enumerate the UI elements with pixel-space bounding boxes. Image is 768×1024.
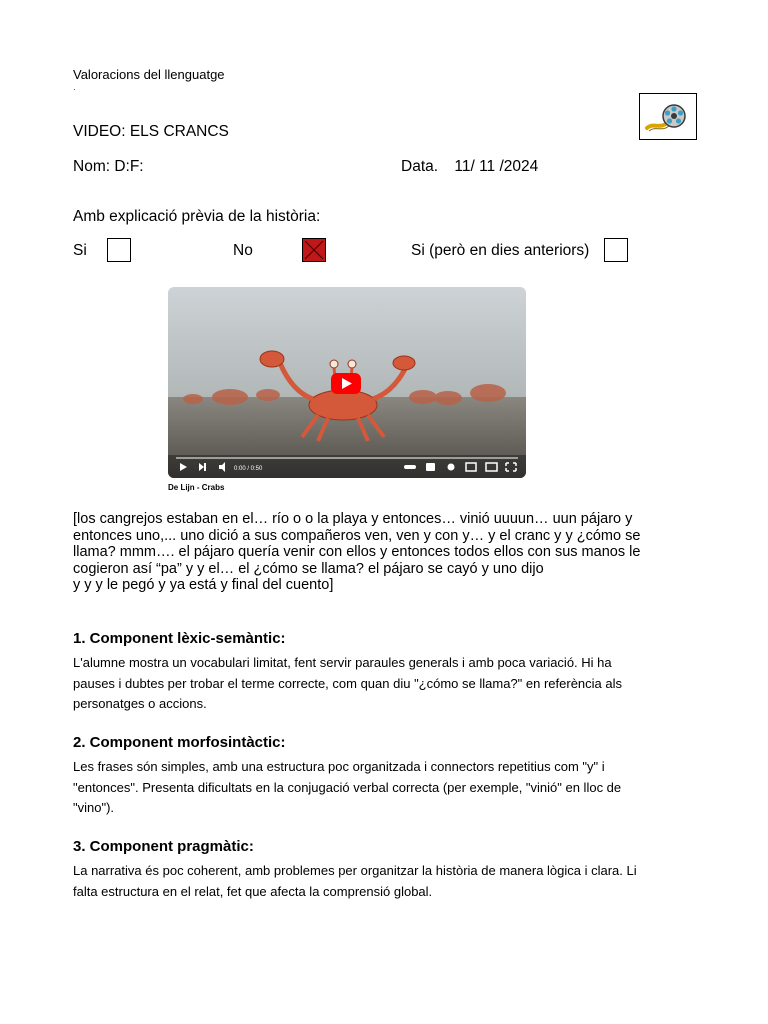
play-button-icon[interactable]: [331, 373, 361, 394]
option-previous-days-checkbox[interactable]: [604, 238, 628, 262]
date-value: 11/ 11 /2024: [454, 158, 539, 175]
name-field: Nom: D:F:: [73, 158, 144, 175]
section-line: Les frases són simples, amb una estructura poc organitzada i connectors repetitius com "y" i: [73, 759, 605, 774]
video-thumbnail[interactable]: [168, 287, 526, 478]
option-previous-days-label: Si (però en dies anteriors): [411, 242, 590, 259]
date-label: Data.: [401, 158, 439, 175]
section-line: falta estructura en el relat, fet que afecta la comprensió global.: [73, 883, 433, 899]
transcript-line: cogieron así “pa” y y el… el ¿cómo se llama? el pájaro se cayó y uno dijo: [73, 560, 544, 577]
section-text-lexic: [73, 653, 694, 715]
section-text-pragmatic: [73, 861, 694, 902]
option-si-checkbox[interactable]: [107, 238, 131, 262]
section-heading-pragmatic: 3. Component pragmàtic:: [73, 838, 254, 855]
video-time: 0:00 / 0:50: [234, 466, 263, 472]
section-line: personatges o accions.: [73, 696, 207, 711]
date-field: [401, 158, 538, 176]
explanation-question: Amb explicació prèvia de la història:: [73, 208, 321, 225]
section-heading-lexic: 1. Component lèxic-semàntic:: [73, 630, 286, 647]
section-line: pauses i dubtes per trobar el terme correcte, com quan diu "¿cómo se llama?" en referència als: [73, 675, 622, 691]
section-line: L'alumne mostra un vocabulari limitat, fent servir paraules generals i amb poca variació. Hi ha: [73, 655, 612, 670]
section-line: La narrativa és poc coherent, amb problemes per organitzar la història de manera lògica i clara. Li: [73, 863, 637, 878]
section-line: "vino").: [73, 800, 115, 815]
stray-mark: ·: [73, 85, 76, 94]
option-no-label: No: [233, 242, 253, 259]
transcript-line: [los cangrejos estaban en el… río o o la playa y entonces… vinió uuuun… uun pájaro y: [73, 511, 633, 527]
video-caption: De Lijn - Crabs: [168, 483, 225, 492]
transcript: [73, 511, 713, 594]
option-no-checkbox[interactable]: [302, 238, 326, 262]
transcript-line: entonces uno,... uno dició a sus compañeros ven, ven y con y… y el cranc y y ¿cómo se: [73, 527, 641, 544]
section-heading-morfosintactic: 2. Component morfosintàctic:: [73, 734, 286, 751]
section-line: "entonces". Presenta dificultats en la conjugació verbal correcta (per exemple, "vinió" en lloc de: [73, 779, 622, 795]
option-si-label: Si: [73, 242, 87, 259]
cross-mark-icon: [303, 239, 325, 261]
transcript-line: llama? mmm…. el pájaro quería venir con ellos y entonces todos ellos con sus manos le: [73, 544, 641, 560]
transcript-line: y y y le pegó y ya está y final del cuento]: [73, 577, 334, 593]
document-subtitle: Valoracions del llenguatge: [73, 67, 225, 82]
section-text-morfosintactic: [73, 757, 694, 819]
page-title: VIDEO: ELS CRANCS: [73, 123, 229, 140]
film-reel-icon: [639, 93, 697, 140]
